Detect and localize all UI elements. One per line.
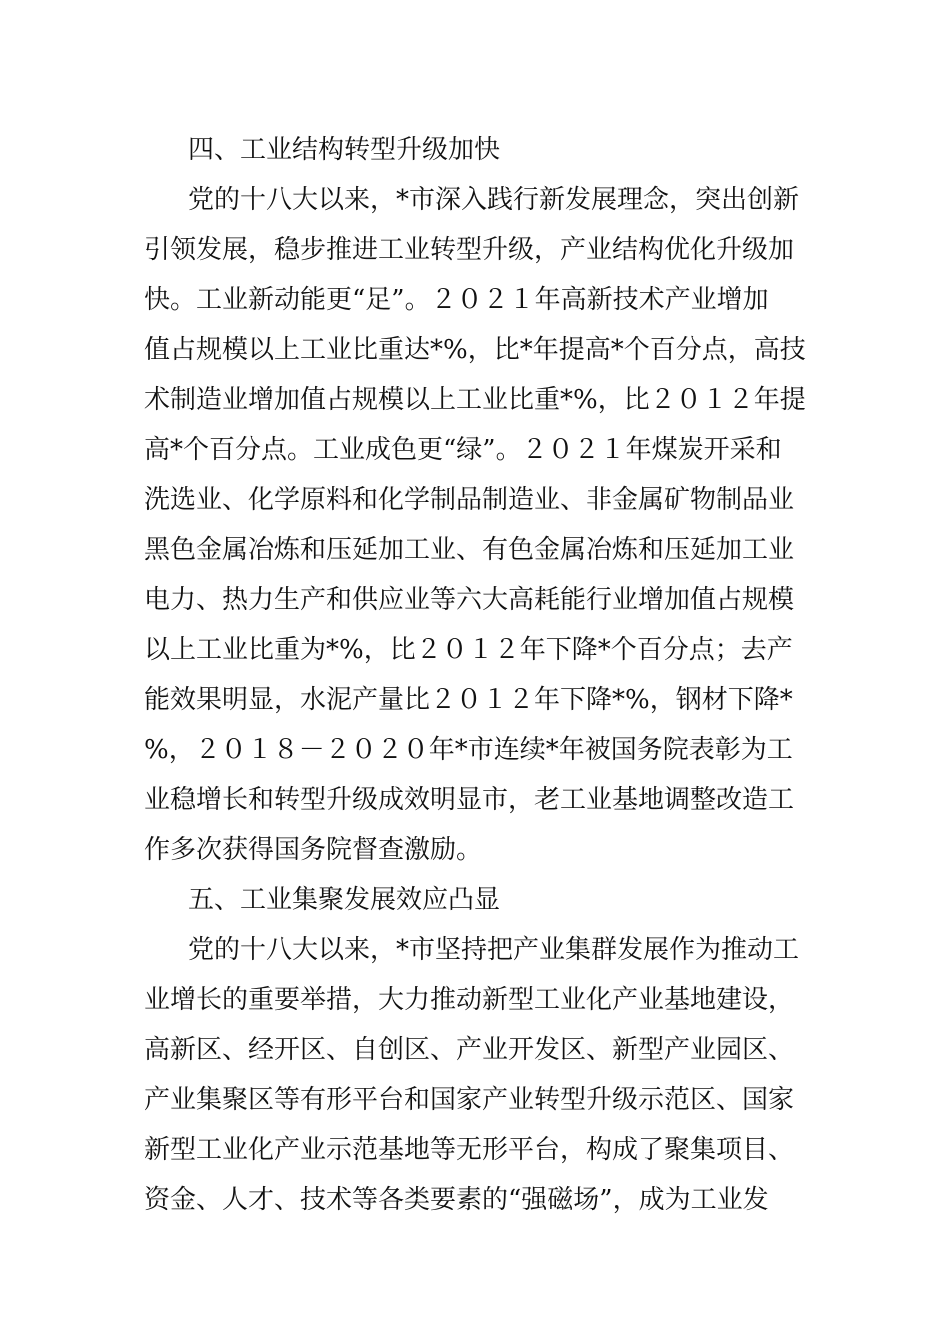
paragraph-line: 资金、人才、技术等各类要素的“强磁场”，成为工业发 [144,1185,769,1215]
paragraph-line: 能效果明显，水泥产量比２０１２年下降*%，钢材下降* [144,685,793,715]
paragraph-line: 值占规模以上工业比重达*%，比*年提高*个百分点，高技 [144,335,806,365]
paragraph-line: 以上工业比重为*%，比２０１２年下降*个百分点；去产 [144,635,793,665]
paragraph-line: 高新区、经开区、自创区、产业开发区、新型产业园区、 [144,1035,795,1065]
paragraph-line: 新型工业化产业示范基地等无形平台，构成了聚集项目、 [144,1135,795,1165]
paragraph-line: 黑色金属冶炼和压延加工业、有色金属冶炼和压延加工业 [144,535,795,565]
paragraph-line: %，２０１８－２０２０年*市连续*年被国务院表彰为工 [144,735,793,765]
paragraph-line: 作多次获得国务院督查激励。 [144,835,483,865]
section-heading-5: 五、工业集聚发展效应凸显 [188,885,501,915]
paragraph-line: 洗选业、化学原料和化学制品制造业、非金属矿物制品业 [144,485,795,515]
paragraph-line: 业增长的重要举措，大力推动新型工业化产业基地建设， [144,985,795,1015]
paragraph-line: 术制造业增加值占规模以上工业比重*%，比２０１２年提 [144,385,806,415]
paragraph-line: 高*个百分点。工业成色更“绿”。２０２１年煤炭开采和 [144,435,782,465]
paragraph-line: 电力、热力生产和供应业等六大高耗能行业增加值占规模 [144,585,795,615]
paragraph-line: 产业集聚区等有形平台和国家产业转型升级示范区、国家 [144,1085,795,1115]
paragraph-line: 业稳增长和转型升级成效明显市，老工业基地调整改造工 [144,785,795,815]
paragraph-line: 快。工业新动能更“足”。２０２１年高新技术产业增加 [144,285,769,315]
paragraph-line: 党的十八大以来，*市坚持把产业集群发展作为推动工 [188,935,800,965]
section-heading-4: 四、工业结构转型升级加快 [188,135,501,165]
paragraph-line: 引领发展，稳步推进工业转型升级，产业结构优化升级加 [144,235,795,265]
paragraph-line: 党的十八大以来，*市深入践行新发展理念，突出创新 [188,185,800,215]
